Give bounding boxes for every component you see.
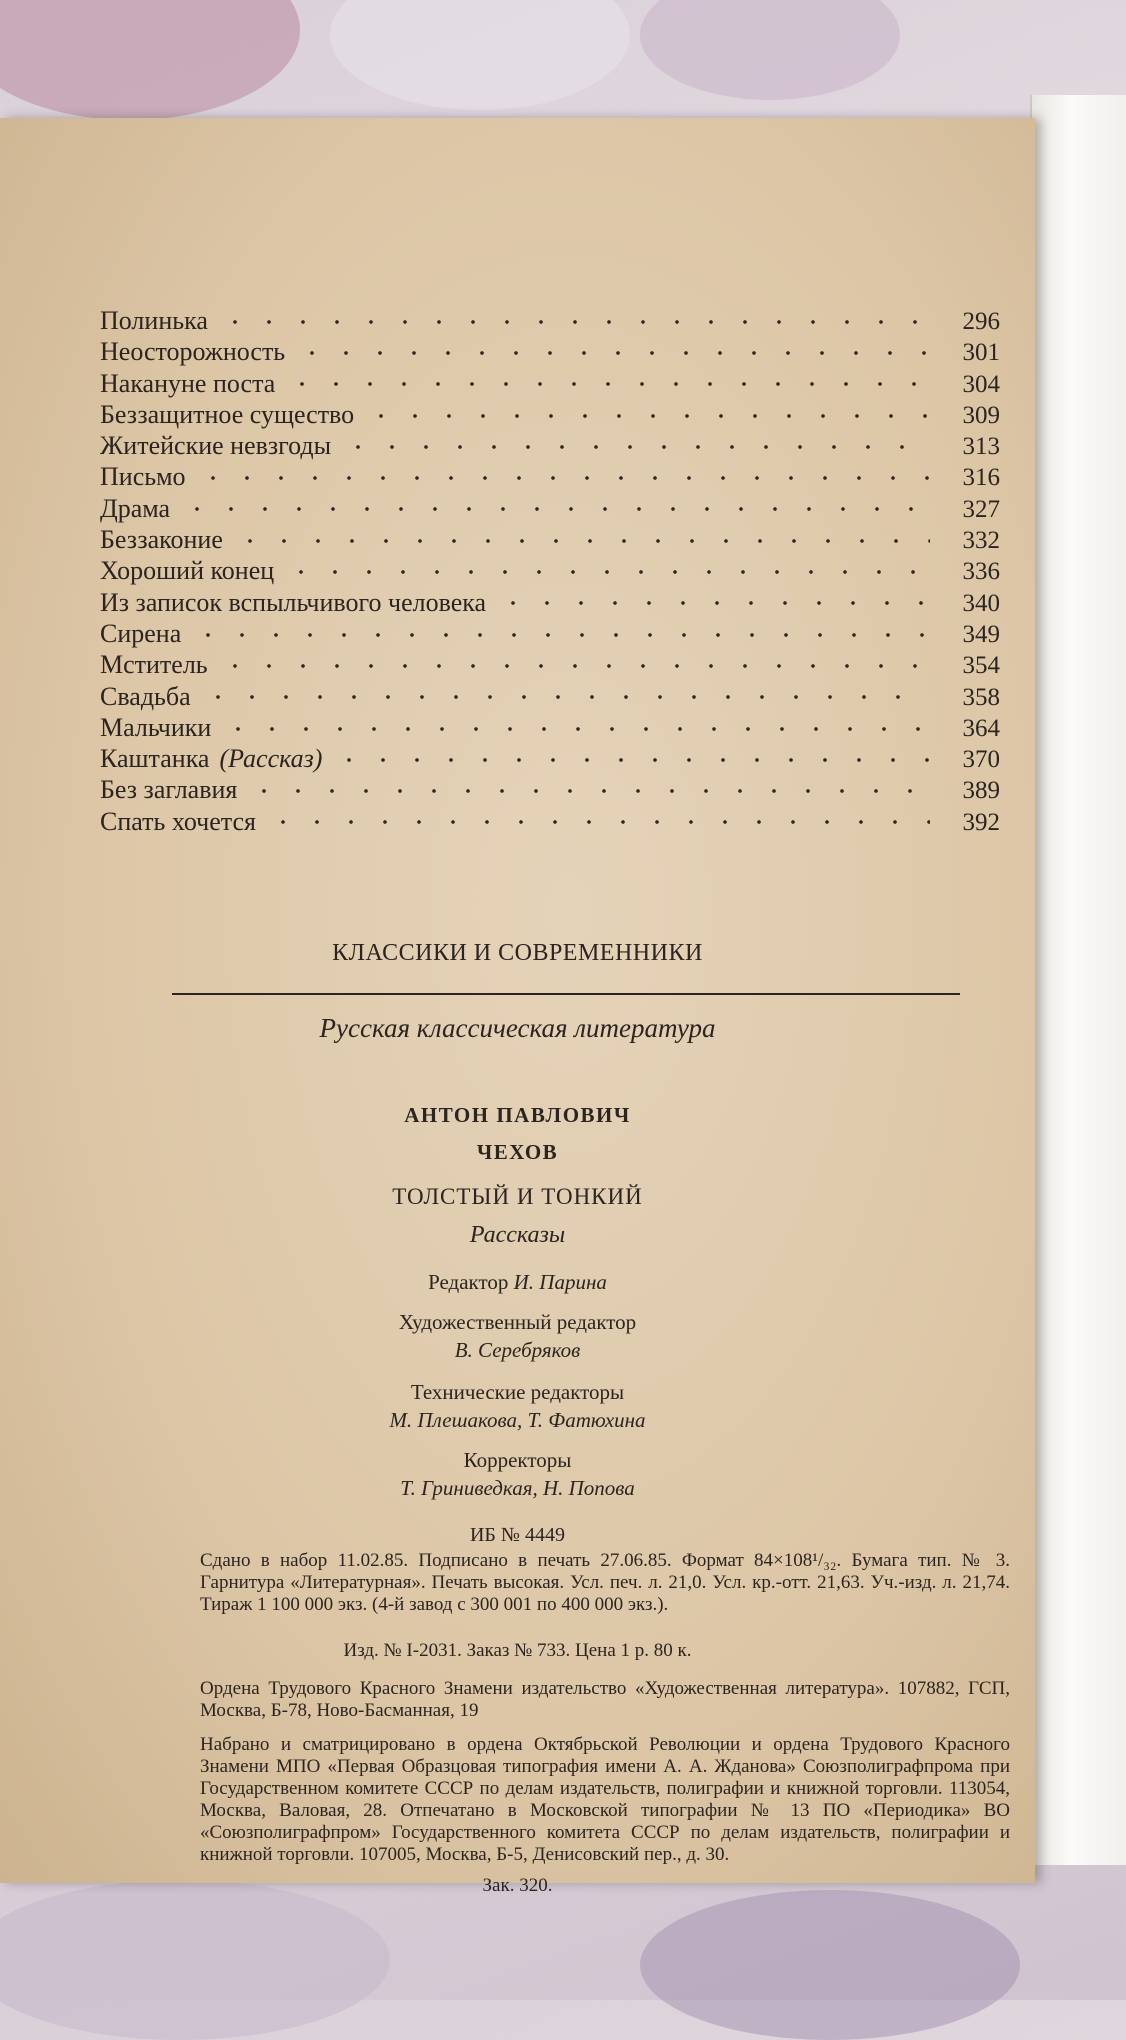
toc-entry-title: Свадьба	[100, 681, 191, 711]
toc-entry-title: Сирена	[100, 618, 182, 648]
table-of-contents	[100, 306, 1000, 838]
toc-page-number: 301	[962, 339, 1000, 367]
toc-page-number: 304	[962, 370, 1000, 398]
background-blob	[0, 0, 300, 120]
toc-entry	[100, 337, 1000, 368]
toc-entry	[100, 494, 1000, 525]
toc-page-number: 313	[962, 433, 1000, 461]
publisher-info: Ордена Трудового Красного Знамени издательство «Художественная литература». 107882, ГСП, Москва, Б-78, Ново-Басманная, 19	[200, 1678, 1010, 1721]
book-genre: Рассказы	[469, 1222, 566, 1248]
series-title: КЛАССИКИ И СОВРЕМЕННИКИ	[332, 940, 703, 966]
toc-entry-title: Беззащитное существо	[100, 399, 355, 429]
toc-leader-dots	[364, 413, 930, 419]
toc-leader-dots	[295, 350, 930, 356]
toc-entry-title: Житейские невзгоды	[100, 431, 332, 461]
toc-leader-dots	[196, 475, 930, 481]
toc-leader-dots	[191, 632, 930, 638]
toc-entry	[100, 431, 1000, 462]
toc-page-number: 370	[962, 746, 1000, 774]
toc-entry	[100, 713, 1000, 744]
toc-leader-dots	[266, 819, 930, 825]
toc-entry-title: Хороший конец	[100, 556, 275, 586]
toc-entry-title: Неосторожность	[100, 337, 286, 367]
toc-page-number: 364	[962, 714, 1000, 742]
toc-page-number: 332	[962, 527, 1000, 555]
toc-page-number: 336	[962, 558, 1000, 586]
toc-entry-subtitle: (Рассказ)	[219, 744, 323, 774]
toc-entry	[100, 807, 1000, 838]
art-editor-label: Художественный редактор	[398, 1310, 637, 1334]
toc-entry-title: Драма	[100, 493, 171, 523]
toc-page-number: 392	[962, 808, 1000, 836]
order-info: Изд. № I-2031. Заказ № 733. Цена 1 р. 80 к.	[343, 1640, 692, 1661]
background-blob	[640, 1890, 1020, 2040]
toc-leader-dots	[233, 538, 930, 544]
print-data: Сдано в набор 11.02.85. Подписано в печать 27.06.85. Формат 84×108¹/₃₂. Бумага тип. № 3. Гарнитура «Литературная». Печать высокая. Усл. печ. л. 21,0. Усл. кр.-отт. 21,63. Уч.-изд. л. 21,74. Тираж 1 100 000 экз. (4-й завод с 300 001 по 400 000 экз.).	[200, 1550, 1010, 1615]
author-last-name: ЧЕХОВ	[476, 1140, 559, 1164]
toc-leader-dots	[218, 663, 930, 669]
toc-entry-title: Каштанка	[100, 744, 210, 774]
toc-entry	[100, 650, 1000, 681]
toc-leader-dots	[221, 726, 930, 732]
editor-line	[0, 1270, 1035, 1295]
book-page	[0, 118, 1035, 1896]
toc-page-number: 340	[962, 589, 1000, 617]
toc-entry-title: Накануне поста	[100, 368, 276, 398]
toc-entry-title: Без заглавия	[100, 775, 238, 805]
toc-entry-title: Полинька	[100, 306, 208, 335]
tech-editors-names: М. Плешакова, Т. Фатюхина	[389, 1408, 646, 1432]
toc-leader-dots	[218, 319, 930, 325]
toc-leader-dots	[180, 506, 930, 512]
toc-page-number: 309	[962, 401, 1000, 429]
proofreaders-label: Корректоры	[463, 1448, 572, 1472]
toc-leader-dots	[247, 788, 930, 794]
toc-entry	[100, 744, 1000, 775]
toc-leader-dots	[284, 569, 930, 575]
toc-leader-dots	[496, 600, 930, 606]
toc-entry-title: Письмо	[100, 462, 186, 492]
art-editor-name: В. Серебряков	[454, 1338, 581, 1362]
ib-number: ИБ № 4449	[469, 1524, 565, 1546]
toc-page-number: 327	[962, 495, 1000, 523]
toc-entry	[100, 588, 1000, 619]
toc-entry	[100, 462, 1000, 493]
toc-entry	[100, 306, 1000, 337]
proofreaders-names: Т. Гриниведкая, Н. Попова	[400, 1476, 635, 1500]
background-blob	[640, 0, 900, 100]
toc-page-number: 389	[962, 777, 1000, 805]
tech-editors-label: Технические редакторы	[410, 1380, 625, 1404]
toc-page-number: 358	[962, 683, 1000, 711]
editor-name: И. Парина	[513, 1270, 607, 1294]
last-order: Зак. 320.	[482, 1875, 553, 1896]
toc-entry-title: Беззаконие	[100, 525, 223, 555]
toc-leader-dots	[341, 444, 930, 450]
toc-entry-title: Мальчики	[100, 712, 212, 742]
toc-entry	[100, 775, 1000, 806]
editor-label: Редактор	[428, 1270, 509, 1294]
book-edge	[1030, 95, 1126, 1865]
toc-leader-dots	[332, 757, 930, 763]
toc-entry	[100, 400, 1000, 431]
printer-info: Набрано и сматрицировано в ордена Октябрьской Революции и ордена Трудового Красного Знамени МПО «Первая Образцовая типография имени А. А. Жданова» Союзполиграфпрома при Государственном комитете СССР по делам издательств, полиграфии и книжной торговли. 113054, Москва, Валовая, 28. Отпечатано в Московской типографии № 13 ПО «Периодика» ВО «Союзполиграфпром» Государственного комитета СССР по делам издательств, полиграфии и книжной торговли. 107005, Москва, Б-5, Денисовский пер., д. 30.	[200, 1734, 1010, 1865]
toc-page-number: 316	[962, 464, 1000, 492]
toc-entry-title: Мститель	[100, 650, 208, 680]
sub-series-title: Русская классическая литература	[319, 1013, 716, 1043]
author-first-name: АНТОН ПАВЛОВИЧ	[404, 1103, 631, 1127]
toc-entry	[100, 525, 1000, 556]
toc-entry	[100, 619, 1000, 650]
background-blob	[0, 1880, 390, 2040]
divider	[172, 993, 960, 995]
toc-leader-dots	[201, 694, 930, 700]
toc-leader-dots	[285, 381, 930, 387]
toc-entry-title: Из записок вспыльчивого человека	[100, 587, 487, 617]
toc-entry	[100, 369, 1000, 400]
toc-entry-title: Спать хочется	[100, 806, 256, 836]
toc-page-number: 349	[962, 620, 1000, 648]
book-title: ТОЛСТЫЙ И ТОНКИЙ	[392, 1184, 643, 1209]
toc-page-number: 296	[962, 308, 1000, 335]
toc-page-number: 354	[962, 652, 1000, 680]
toc-entry	[100, 682, 1000, 713]
background-blob	[330, 0, 630, 110]
toc-entry	[100, 556, 1000, 587]
